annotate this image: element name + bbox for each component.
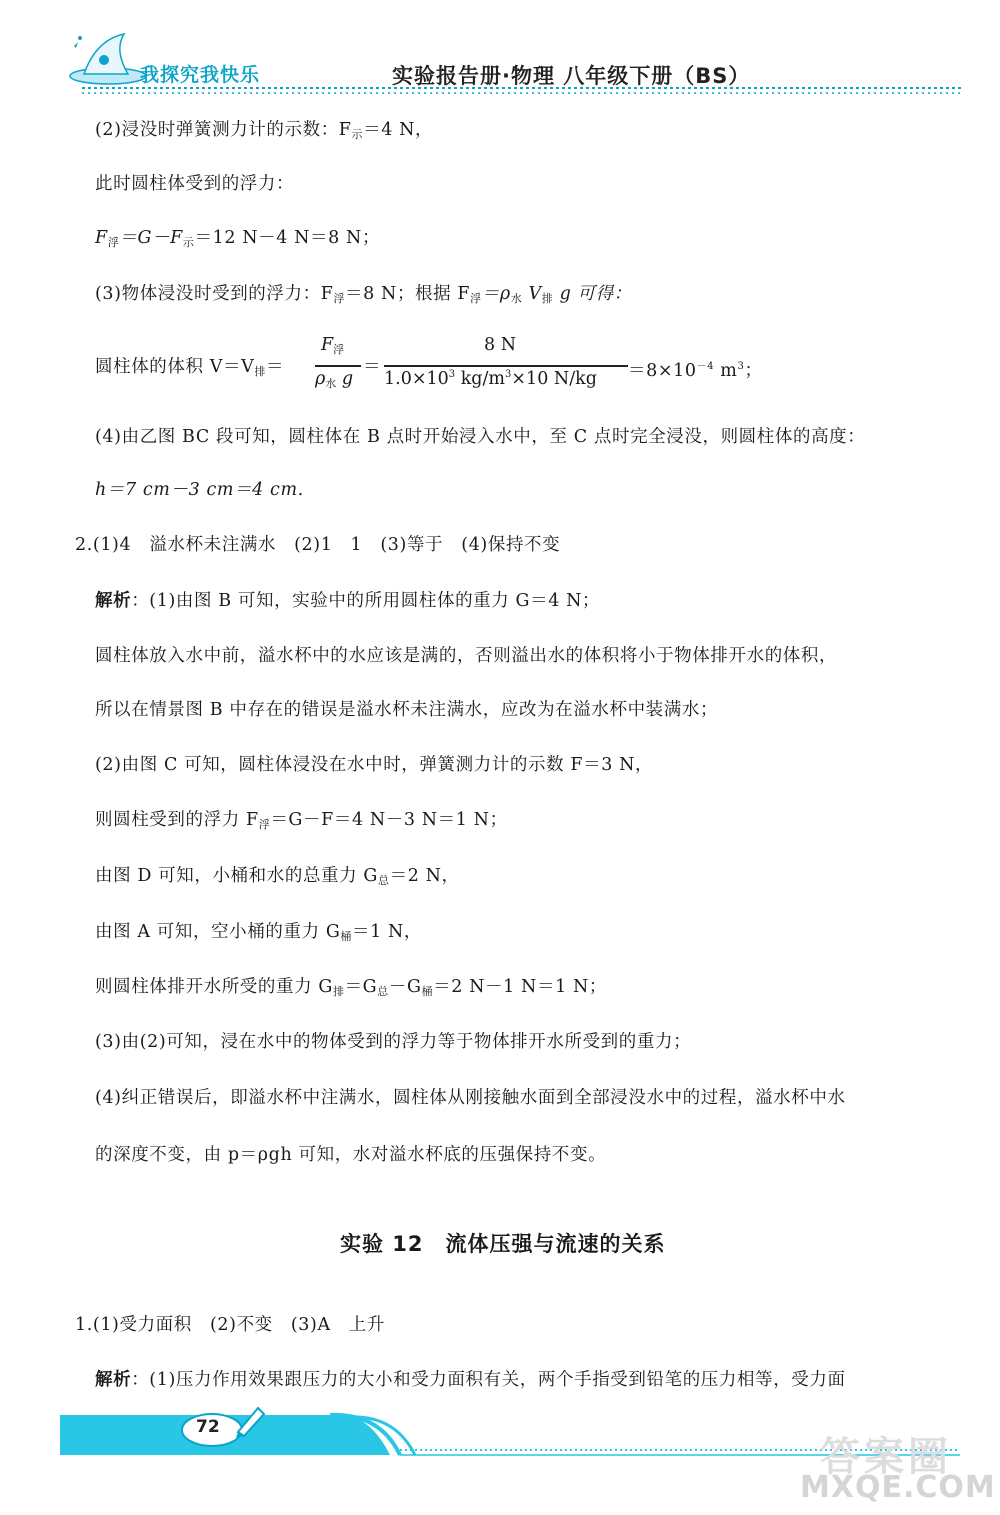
analysis-line: 解析：(1)由图 B 可知，实验中的所用圆柱体的重力 G＝4 N； <box>95 591 601 611</box>
equals-sign: ＝ <box>363 357 382 377</box>
analysis-line: 所以在情景图 B 中存在的错误是溢水杯未注满水，应改为在溢水杯中装满水； <box>95 700 719 720</box>
question-1-answer: 1.(1)受力面积 (2)不变 (3)A 上升 <box>75 1315 386 1335</box>
formula-line: 圆柱体的体积 $V=V_排=$ <box>95 357 285 378</box>
analysis-line: 圆柱体放入水中前，溢水杯中的水应该是满的，否则溢出水的体积将小于物体排开水的体积， <box>95 646 838 666</box>
page-header <box>0 0 1000 110</box>
analysis-line: (4)纠正错误后，即溢水杯中注满水，圆柱体从刚接触水面到全部浸没水中的过程，溢水杯中水 <box>95 1088 846 1108</box>
text-line: (2)浸没时弹簧测力计的示数：$F_示=4$ N， <box>95 120 434 141</box>
text-line: 此时圆柱体受到的浮力： <box>95 174 295 194</box>
analysis-label: 解析 <box>95 591 132 611</box>
section-title: 实验 12 流体压强与流速的关系 <box>340 1232 666 1256</box>
text-line: (4)由乙图 BC 段可知，圆柱体在 B 点时开始浸入水中，至 C 点时完全浸没，则圆柱体的高度： <box>95 427 866 447</box>
analysis-line: 由图 D 可知，小桶和水的总重力 $G_总=2$ N， <box>95 866 460 887</box>
question-2-answer: 2.(1)4 溢水杯未注满水 (2)1 1 (3)等于 (4)保持不变 <box>75 535 561 555</box>
analysis-line: (2)由图 C 可知，圆柱体浸没在水中时，弹簧测力计的示数 F＝3 N， <box>95 755 654 775</box>
analysis-label: 解析 <box>95 1370 132 1390</box>
analysis-line: 则圆柱受到的浮力 $F_浮=G-F=4$ N－3 N＝1 N； <box>95 810 508 831</box>
analysis-line: 则圆柱体排开水所受的重力 $G_排=G_总-G_桶=2$ N－1 N＝1 N； <box>95 977 607 998</box>
pencil-icon <box>232 1402 268 1438</box>
text-line: (3)物体浸没时受到的浮力：$F_浮=8$ N；根据 $F_浮=\rho_水$ $V_排$ g 可得： <box>95 284 632 305</box>
header-divider <box>82 86 962 96</box>
watermark: MXQE.COM <box>800 1470 996 1505</box>
analysis-line: 由图 A 可知，空小桶的重力 $G_桶=1$ N， <box>95 922 423 943</box>
book-title: 实验报告册·物理 八年级下册（BS） <box>392 64 751 88</box>
analysis-line: (3)由(2)可知，浸在水中的物体受到的浮力等于物体排开水所受到的重力； <box>95 1032 692 1052</box>
formula-line: $F_浮=G-F_示=12$ N－4 N＝8 N； <box>95 228 381 249</box>
page-number: 72 <box>196 1417 220 1437</box>
analysis-line: 的深度不变，由 p＝ρgh 可知，水对溢水杯底的压强保持不变。 <box>95 1145 607 1165</box>
series-title: 我探究我快乐 <box>140 64 261 86</box>
watermark-cn: 答案圈 <box>820 1434 952 1480</box>
analysis-line: 解析：(1)压力作用效果跟压力的大小和受力面积有关，两个手指受到铅笔的压力相等，受力面 <box>95 1370 846 1390</box>
formula-result: $=8\times 10^{-4}$ $m^3$； <box>628 361 763 381</box>
formula-line: h＝7 cm－3 cm＝4 cm. <box>95 480 304 500</box>
fraction-f-over-rho-g: $F_浮$ $\rho_水$ g <box>315 335 361 395</box>
fraction-numeric: 8 N $1.0\times 10^3$ $kg/m^3\times 10$ N/kg <box>384 335 628 395</box>
